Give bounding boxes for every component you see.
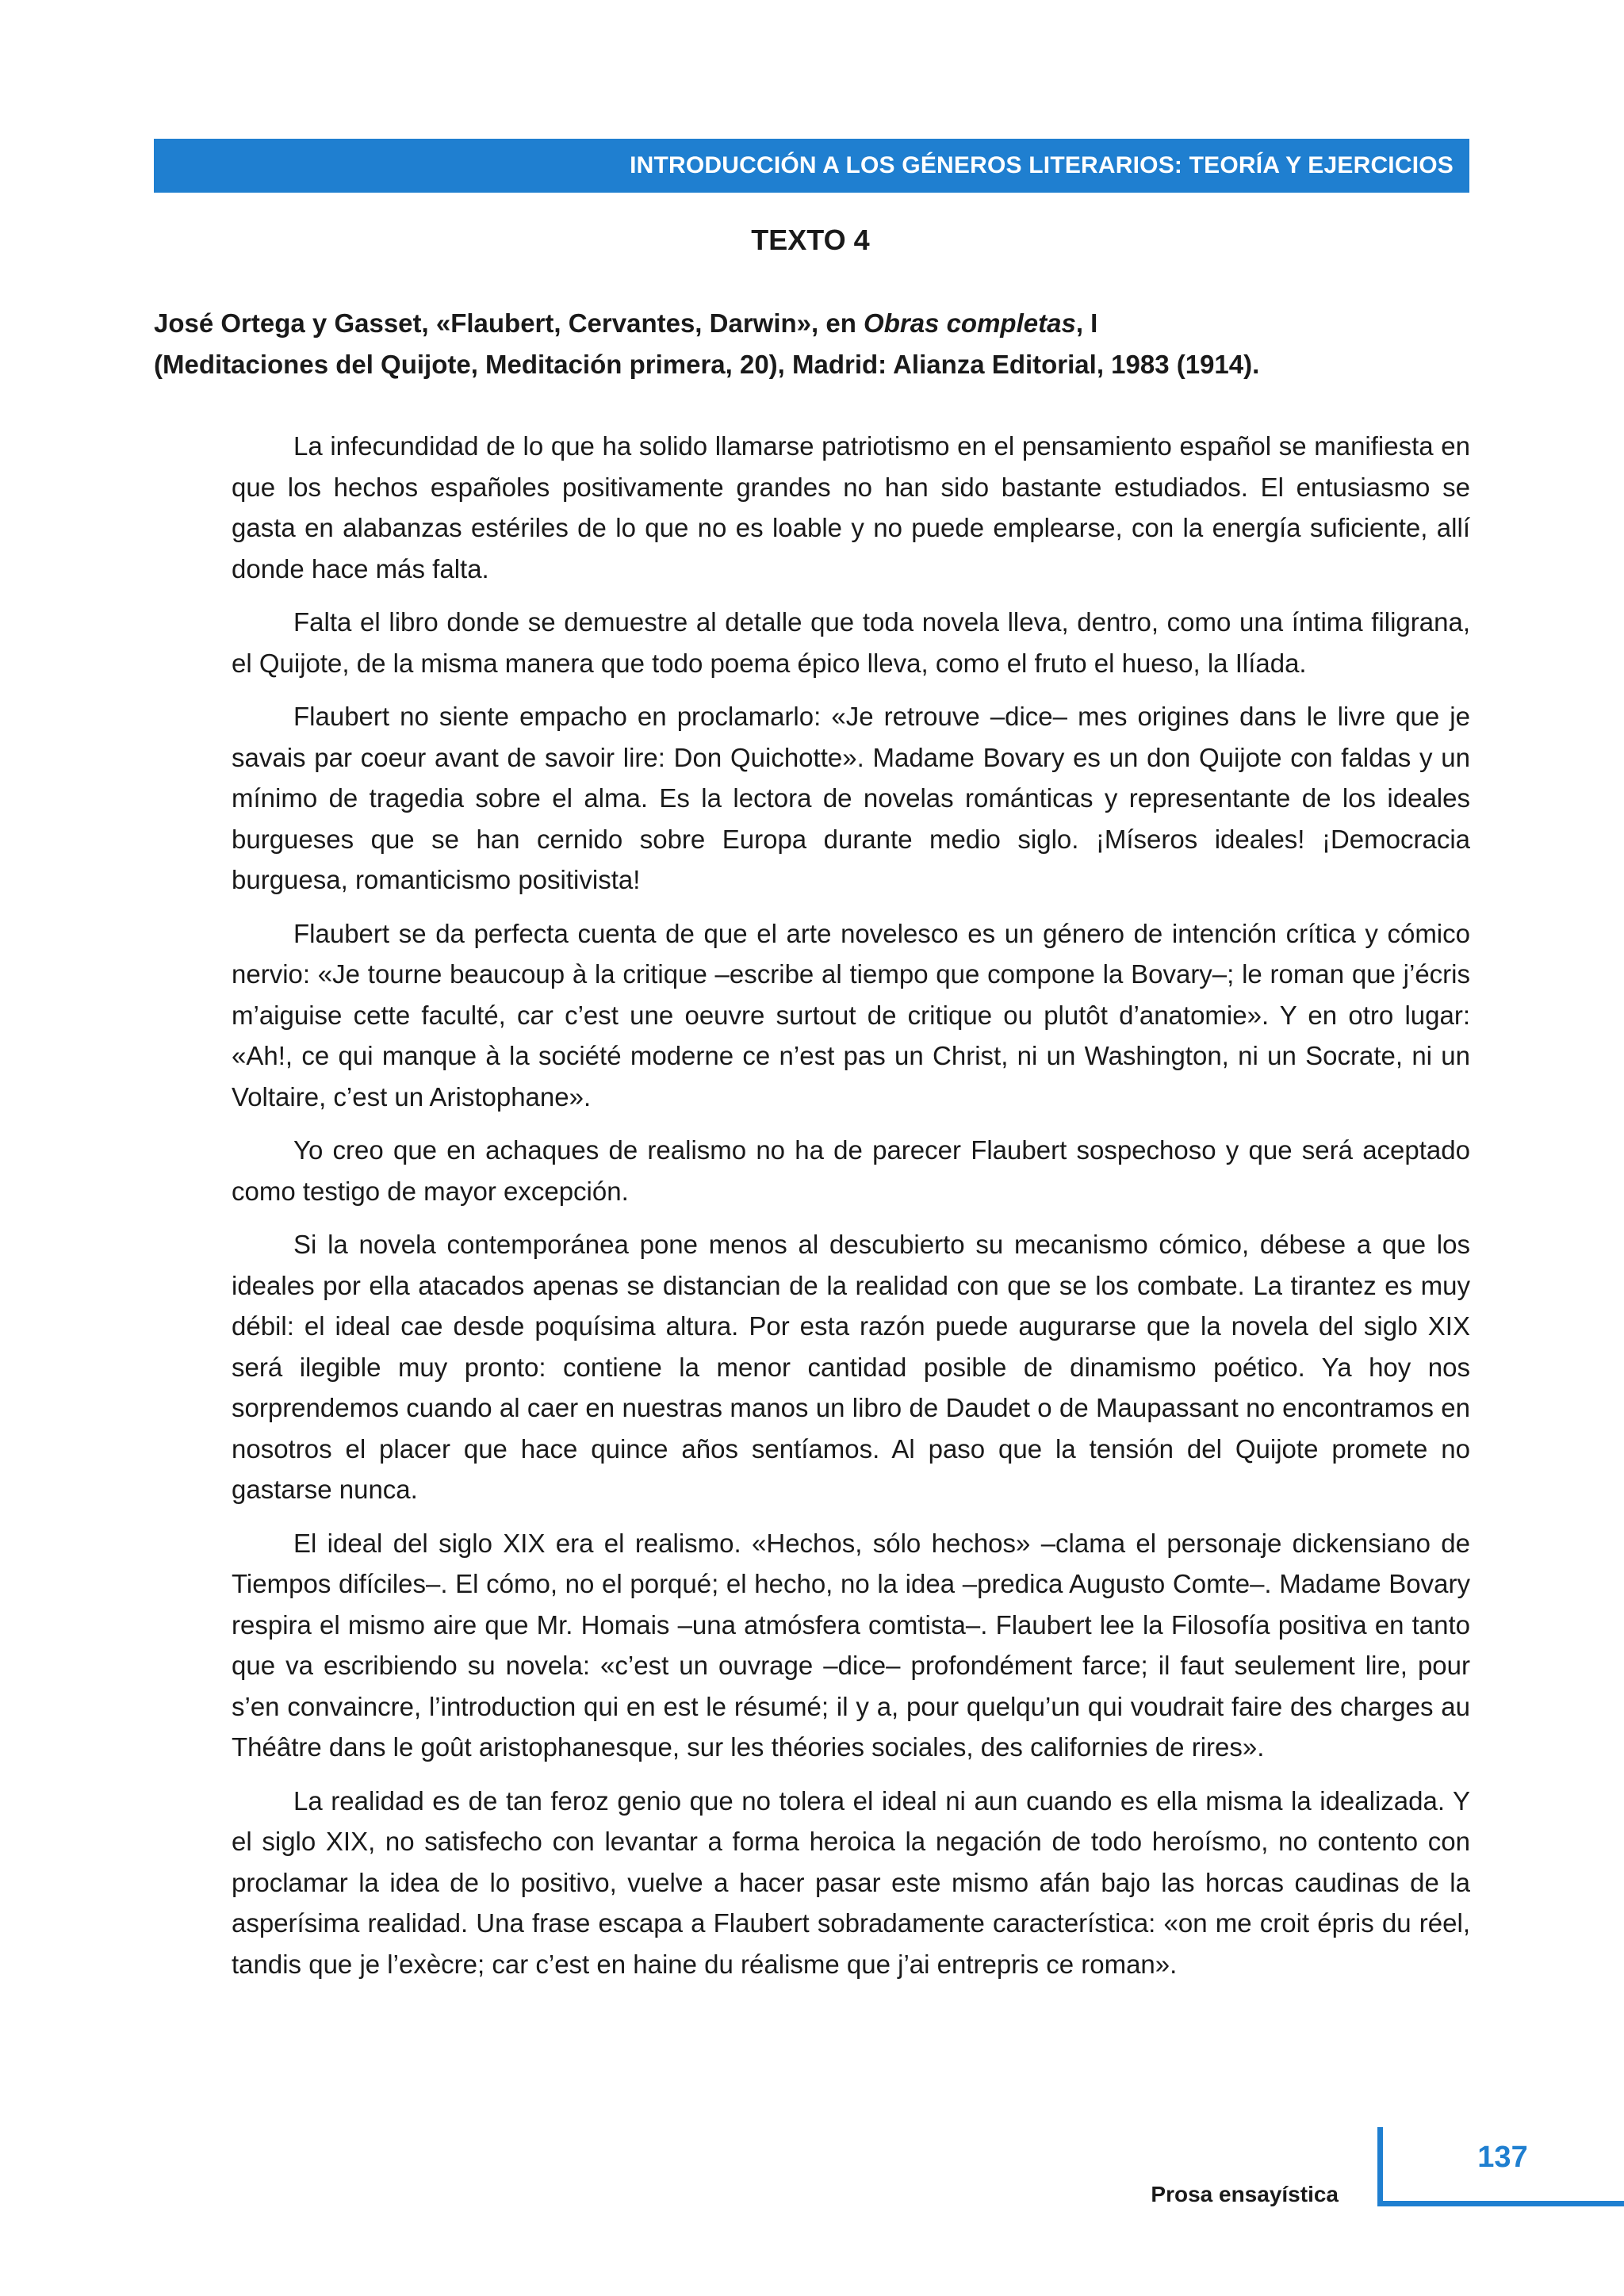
running-header-band	[154, 139, 1469, 193]
footer-rule-horizontal	[1377, 2201, 1624, 2206]
paragraph: Flaubert no siente empacho en proclamarlo: «Je retrouve –dice– mes origines dans le livre que je savais par coeur avant de savoir lire: Don Quichotte». Madame Bovary es un don Quijote con faldas y un mínimo de tragedia sobre el alma. Es la lectora de novelas románticas y representante de los ideales burgueses que se han cernido sobre Europa durante medio siglo. ¡Míseros ideales! ¡Democracia burguesa, romanticismo positivista!	[232, 702, 1470, 894]
text-title: TEXTO 4	[751, 224, 870, 256]
page-number: 137	[1477, 2141, 1528, 2174]
citation-volume: , I	[1075, 308, 1098, 338]
paragraph: La realidad es de tan feroz genio que no tolera el ideal ni aun cuando es ella misma la idealizada. Y el siglo XIX, no satisfecho con levantar a forma heroica la negación de todo heroísmo, no contento con proclamar la idea de lo positivo, vuelve a hacer pasar este mismo afán bajo las horcas caudinas de la asperísima realidad. Una frase escapa a Flaubert sobradamente característica: «on me croit épris du réel, tandis que je l’exècre; car c’est en haine du réalisme que j’ai entrepris ce roman».	[232, 1785, 1470, 1979]
paragraph: El ideal del siglo XIX era el realismo. «Hechos, sólo hechos» –clama el personaje dickensiano de Tiempos difíciles–. El cómo, no el porqué; el hecho, no la idea –predica Augusto Comte–. Madame Bovary respira el mismo aire que Mr. Homais –una atmósfera comtista–. Flaubert lee la Filosofía positiva en tanto que va escribiendo su novela: «c’est un ouvrage –dice– profondément farce; il faut seulement lire, pour s’en convaincre, l’introduction qui en est le résumé; il y a, pour quelqu’un qui voudrait faire des charges au Théâtre dans le goût aristophanesque, sur les théories sociales, des californies de rires».	[232, 1528, 1470, 1762]
citation-line-2: (Meditaciones del Quijote, Meditación primera, 20), Madrid: Alianza Editorial, 1983 (1914).	[154, 350, 1260, 379]
source-citation	[154, 303, 1470, 385]
citation-author-title: José Ortega y Gasset, «Flaubert, Cervantes, Darwin», en	[154, 308, 864, 338]
body-text	[232, 426, 1470, 1997]
citation-line-1	[154, 303, 1470, 344]
footer-section-name: Prosa ensayística	[1151, 2182, 1339, 2206]
footer-rule-vertical	[1377, 2127, 1383, 2206]
paragraph: Falta el libro donde se demuestre al detalle que toda novela lleva, dentro, como una íntima filigrana, el Quijote, de la misma manera que todo poema épico lleva, como el fruto el hueso, la Ilíada.	[232, 607, 1470, 678]
citation-work-title: Obras completas	[864, 308, 1076, 338]
running-header-title: INTRODUCCIÓN A LOS GÉNEROS LITERARIOS: TEORÍA Y EJERCICIOS	[630, 152, 1454, 178]
paragraph: Flaubert se da perfecta cuenta de que el arte novelesco es un género de intención crítica y cómico nervio: «Je tourne beaucoup à la critique –escribe al tiempo que compone la Bovary–; le roman que j’écris m’aiguise cette faculté, car c’est une oeuvre surtout de critique ou plutôt d’anatomie». Y en otro lugar: «Ah!, ce qui manque à la société moderne ce n’est pas un Christ, ni un Washington, ni un Socrate, ni un Voltaire, c’est un Aristophane».	[232, 918, 1470, 1112]
paragraph: Yo creo que en achaques de realismo no ha de parecer Flaubert sospechoso y que será aceptado como testigo de mayor excepción.	[232, 1135, 1470, 1206]
paragraph: La infecundidad de lo que ha solido llamarse patriotismo en el pensamiento español se manifiesta en que los hechos españoles positivamente grandes no han sido bastante estudiados. El entusiasmo se gasta en alabanzas estériles de lo que no es loable y no puede emplearse, con la energía suficiente, allí donde hace más falta.	[232, 431, 1470, 584]
paragraph: Si la novela contemporánea pone menos al descubierto su mecanismo cómico, débese a que los ideales por ella atacados apenas se distancian de la realidad con que se los combate. La tirantez es muy débil: el ideal cae desde poquísima altura. Por esta razón puede augurarse que la novela del siglo XIX será ilegible muy pronto: contiene la menor cantidad posible de dinamismo poético. Ya hoy nos sorprendemos cuando al caer en nuestras manos un libro de Daudet o de Maupassant no encontramos en nosotros el placer que hace quince años sentíamos. Al paso que la tensión del Quijote promete no gastarse nunca.	[232, 1230, 1470, 1504]
